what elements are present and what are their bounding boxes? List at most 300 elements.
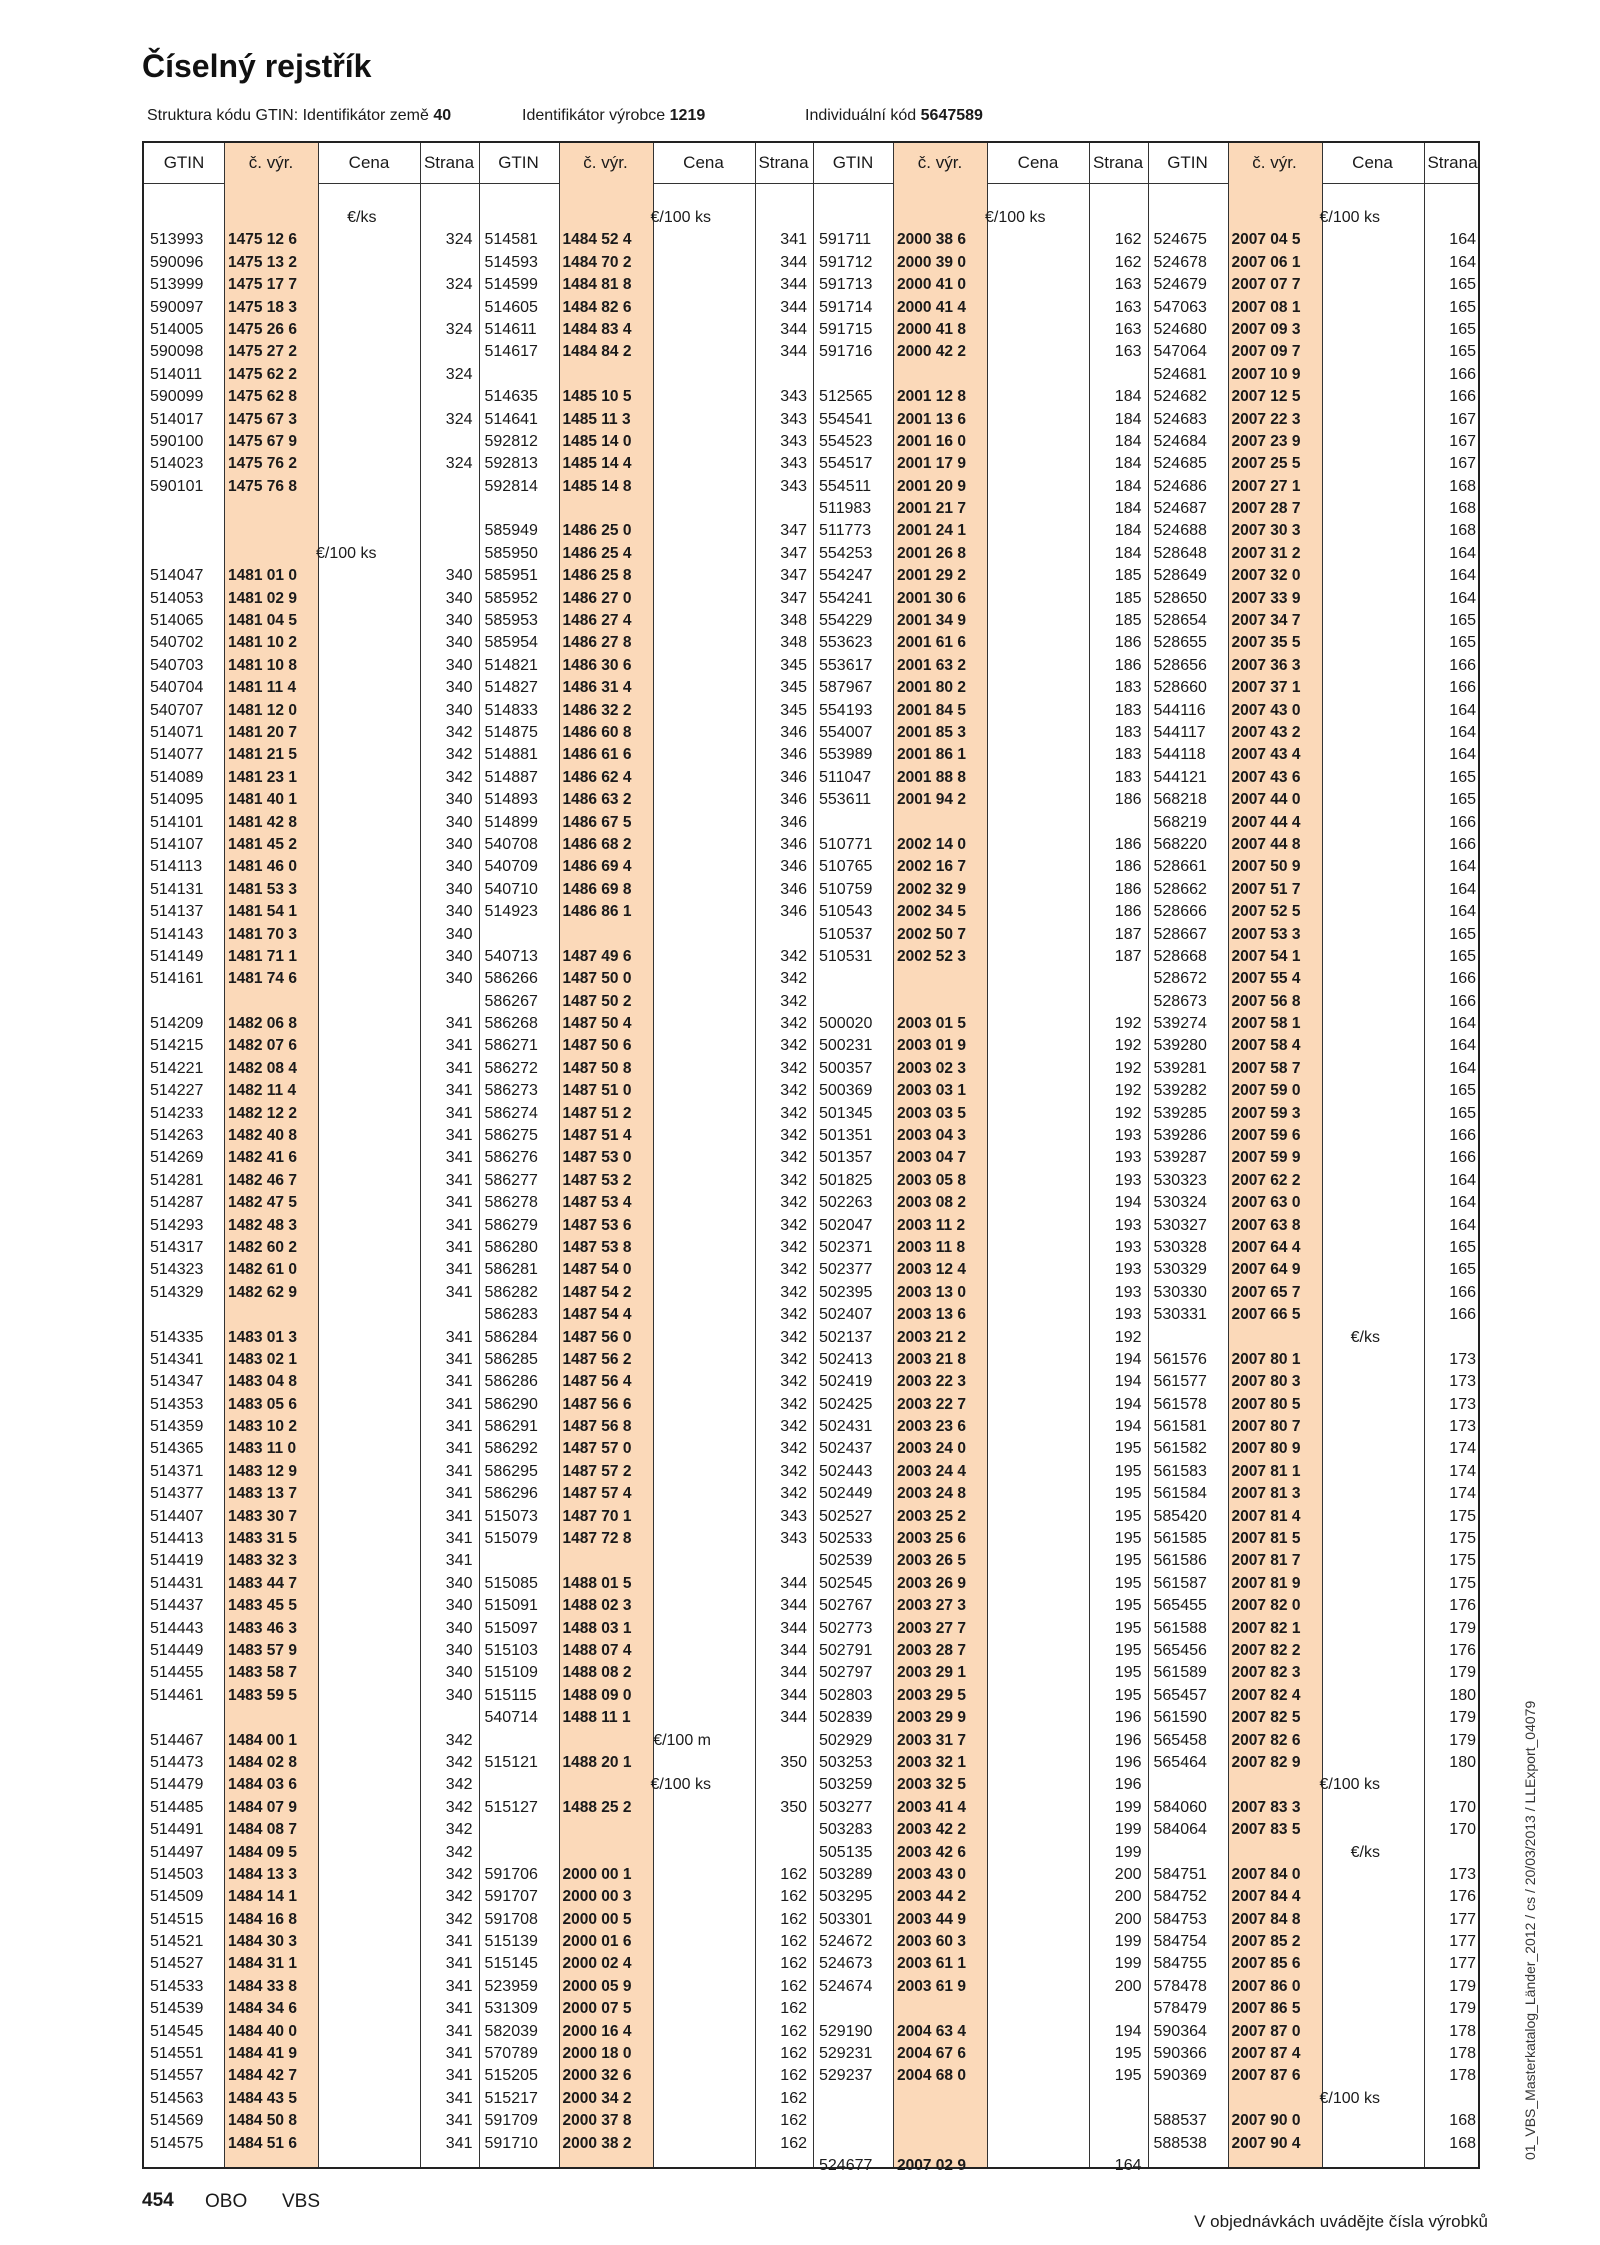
item-number-cell: 2003 26 5 [897,1552,966,1570]
page-cell: 192 [1114,1082,1142,1100]
table-row [1148,229,1483,251]
table-row [144,901,479,923]
gtin-cell: 565464 [1153,1753,1207,1771]
page-cell: 346 [780,768,807,786]
page-cell: 195 [1114,1552,1142,1570]
page-cell: 340 [445,634,473,652]
table-row [479,1371,814,1393]
column-block [1148,143,1483,2167]
page-cell: 342 [445,1753,473,1771]
table-row [813,1640,1148,1662]
page-cell: 196 [1114,1731,1142,1749]
gtin-cell: 524672 [819,1933,873,1951]
table-row [144,1707,479,1729]
page-cell: 342 [780,1059,807,1077]
gtin-cell: 502839 [819,1709,873,1727]
page-cell: 341 [445,1149,473,1167]
page-cell: 165 [1449,925,1476,943]
gtin-cell: 514023 [150,455,204,473]
gtin-cell: 544118 [1153,746,1206,764]
gtin-cell: 544116 [1153,701,1206,719]
gtin-cell: 588537 [1153,2112,1207,2130]
table-row [1148,700,1483,722]
page-cell: 178 [1449,2045,1476,2063]
item-number-cell: 1481 45 2 [228,835,297,853]
table-row [144,520,479,542]
footer-brand-vbs: VBS [282,2191,321,2212]
table-row [813,1259,1148,1281]
table-row [813,655,1148,677]
table-row [144,1259,479,1281]
item-number-cell: 1482 06 8 [228,1015,297,1033]
gtin-cell: 570789 [484,2045,538,2063]
item-number-cell: 2007 66 5 [1231,1306,1301,1324]
gtin-cell: 586275 [484,1127,538,1145]
item-number-cell: 2002 50 7 [897,925,966,943]
page-cell: 342 [780,1395,807,1413]
item-number-cell: 2003 29 1 [897,1664,966,1682]
page-cell: 193 [1114,1171,1142,1189]
item-number-cell: 2007 65 7 [1231,1283,1301,1301]
item-number-cell: 1487 49 6 [562,947,632,965]
table-row [1148,319,1483,341]
item-number-cell: 2007 82 1 [1231,1619,1301,1637]
page-cell: 166 [1449,835,1476,853]
header-page: Strana [1092,153,1144,172]
gtin-cell: 514491 [150,1821,204,1839]
gtin-cell: 515091 [484,1597,538,1615]
page-cell: 173 [1449,1373,1476,1391]
table-row [1148,1080,1483,1102]
item-number-cell: 1484 83 4 [562,320,632,338]
table-row [479,700,814,722]
gtin-cell: 540704 [150,679,204,697]
gtin-cell: 503259 [819,1776,873,1794]
table-row [479,1349,814,1371]
item-number-cell: 1487 53 8 [562,1238,632,1256]
gtin-cell: 585951 [484,567,538,585]
page-cell: 340 [445,835,473,853]
page-cell: 342 [780,1373,807,1391]
table-row [1148,1573,1483,1595]
page-cell: 176 [1449,1597,1476,1615]
gtin-cell: 590100 [150,432,204,450]
page-cell: 192 [1114,1059,1142,1077]
page-cell: 186 [1114,634,1142,652]
gtin-cell: 514233 [150,1104,204,1122]
item-number-cell: 1487 57 4 [562,1485,632,1503]
item-number-cell: 1487 54 4 [562,1306,632,1324]
gtin-cell: 554247 [819,567,873,585]
gtin-cell: 585953 [484,612,538,630]
table-row [813,1237,1148,1259]
item-number-cell: 2000 41 4 [897,298,966,316]
item-number-cell: 1481 20 7 [228,723,297,741]
gtin-cell: 568218 [1153,791,1207,809]
page-cell: 164 [1449,903,1476,921]
gtin-cell: 584755 [1153,1955,1207,1973]
table-rows [1148,207,1483,2155]
gtin-cell: 568220 [1153,835,1207,853]
gtin-cell: 524679 [1153,276,1207,294]
table-row [1148,1371,1483,1393]
item-number-cell: 1486 69 4 [562,858,632,876]
gtin-cell: 510771 [819,835,873,853]
item-number-cell: 2007 63 8 [1231,1216,1301,1234]
item-number-cell: 1488 07 4 [562,1642,632,1659]
price-unit-cell: €/100 ks [1319,1776,1380,1794]
item-number-cell: 1487 70 1 [562,1507,632,1525]
gtin-cell: 539274 [1153,1015,1207,1033]
table-row [144,1438,479,1460]
item-number-cell: 1475 67 3 [228,410,297,428]
gtin-cell: 514563 [150,2089,204,2107]
item-number-cell: 2003 22 3 [897,1373,966,1391]
page-cell: 193 [1114,1238,1142,1256]
item-number-cell: 1475 13 2 [228,253,297,271]
gtin-cell: 515073 [484,1507,538,1525]
item-number-cell: 1485 14 4 [562,455,632,473]
page-cell: 177 [1449,1933,1476,1951]
gtin-cell: 500231 [819,1037,873,1055]
gtin-cell: 514149 [150,947,204,965]
table-row [479,1931,814,1953]
item-number-cell: 2007 09 7 [1231,343,1301,361]
table-row [479,677,814,699]
item-number-cell: 2007 33 9 [1231,589,1301,607]
page-cell: 179 [1449,1709,1476,1727]
table-row [813,924,1148,946]
gtin-cell: 515097 [484,1619,538,1637]
item-number-cell: 1484 81 8 [562,276,632,294]
page-cell: 195 [1114,2067,1142,2085]
item-number-cell: 1486 86 1 [562,903,632,921]
gtin-cell: 514479 [150,1776,204,1794]
gtin-cell: 524673 [819,1955,873,1973]
page-cell: 165 [1449,1082,1476,1100]
table-row [144,364,479,386]
item-number-cell: 1484 42 7 [228,2067,297,2085]
page-cell: 183 [1114,701,1142,719]
gtin-cell: 586284 [484,1328,538,1346]
table-rows [144,207,479,2155]
item-number-cell: 1484 31 1 [228,1955,297,1973]
item-number-cell: 1485 14 8 [562,477,632,495]
item-number-cell: 2001 16 0 [897,432,966,450]
item-number-cell: 1484 16 8 [228,1910,297,1928]
gtin-cell: 587967 [819,679,873,697]
item-number-cell: 2003 11 8 [897,1238,966,1256]
table-row [144,1170,479,1192]
table-row [479,1819,814,1841]
page-cell: 166 [1449,1283,1476,1301]
item-number-cell: 2007 43 2 [1231,723,1301,741]
item-number-cell: 1482 62 9 [228,1283,297,1301]
gtin-cell: 528667 [1153,925,1207,943]
table-row [1148,274,1483,296]
page-cell: 346 [780,813,807,831]
page-cell: 194 [1114,1194,1142,1212]
gtin-cell: 524677 [819,2156,873,2174]
page-cell: 166 [1449,992,1476,1010]
page-cell: 342 [780,1440,807,1458]
item-number-cell: 2007 50 9 [1231,858,1301,876]
item-number-cell: 1488 11 1 [562,1709,631,1727]
page-cell: 340 [445,947,473,965]
item-number-cell: 2001 86 1 [897,746,966,764]
gtin-cell: 544121 [1153,768,1207,786]
page-cell: 340 [445,1686,473,1704]
table-row [1148,453,1483,475]
header-page: Strana [758,153,809,172]
page-cell: 195 [1114,1597,1142,1615]
header-page: Strana [1427,153,1478,172]
table-row [1148,1886,1483,1908]
gtin-cell: 539287 [1153,1149,1207,1167]
table-row [479,1506,814,1528]
page-cell: 343 [780,388,807,406]
table-row [479,1595,814,1617]
item-number-cell: 2003 22 7 [897,1395,966,1413]
gtin-cell: 554541 [819,410,873,428]
item-number-cell: 1484 82 6 [562,298,632,316]
gtin-cell: 515145 [484,1955,538,1973]
page-cell: 340 [445,1642,473,1659]
page-cell: 344 [780,298,807,316]
page-cell: 200 [1114,1910,1142,1928]
item-number-cell: 2007 27 1 [1231,477,1301,495]
gtin-cell: 565457 [1153,1686,1207,1704]
page-cell: 162 [780,2000,807,2018]
gtin-cell: 524683 [1153,410,1207,428]
item-number-cell: 1482 48 3 [228,1216,297,1234]
table-row [144,252,479,274]
table-row [813,341,1148,363]
item-number-cell: 2003 21 8 [897,1350,966,1368]
table-row [479,1483,814,1505]
page-cell: 168 [1449,2134,1476,2152]
gtin-cell: 514467 [150,1731,204,1749]
gtin-cell: 584751 [1153,1865,1207,1883]
gtin-cell: 530324 [1153,1194,1207,1212]
item-number-cell: 1484 08 7 [228,1821,297,1839]
page-cell: 166 [1449,656,1476,674]
item-number-cell: 1481 40 1 [228,791,297,809]
page-cell: 344 [780,1664,807,1682]
page-cell: 173 [1449,1418,1476,1436]
table-row [813,1304,1148,1326]
table-row [813,252,1148,274]
page-cell: 347 [780,567,807,585]
page-cell: 179 [1449,1619,1476,1637]
gtin-cell: 514407 [150,1507,204,1525]
gtin-cell: 590096 [150,253,204,271]
item-number-cell: 1475 26 6 [228,320,297,338]
page-cell: 340 [445,925,473,943]
item-number-cell: 1484 50 8 [228,2112,297,2130]
page-cell: 168 [1449,500,1476,518]
table-row [813,1125,1148,1147]
table-row [813,722,1148,744]
gtin-cell: 528662 [1153,880,1207,898]
table-row [479,341,814,363]
table-row [479,901,814,923]
item-number-cell: 1484 02 8 [228,1753,297,1771]
page-cell: 340 [445,1597,473,1615]
table-row [1148,1752,1483,1774]
gtin-cell: 590369 [1153,2067,1207,2085]
gtin-cell: 502803 [819,1686,873,1704]
item-number-cell: 2004 68 0 [897,2067,966,2085]
table-row [144,1909,479,1931]
gtin-cell: 591714 [819,298,873,316]
table-row [144,1864,479,1886]
gtin-cell: 588538 [1153,2134,1207,2152]
table-row [1148,207,1483,229]
table-row [479,1170,814,1192]
table-row [479,1327,814,1349]
table-row [144,1192,479,1214]
item-number-cell: 2001 12 8 [897,388,966,406]
gtin-cell: 514431 [150,1574,204,1592]
table-row [1148,1125,1483,1147]
table-row [1148,1304,1483,1326]
gtin-cell: 561578 [1153,1395,1207,1413]
gtin-cell: 586283 [484,1306,538,1324]
price-unit-cell: €/100 m [653,1731,711,1749]
table-row [813,1349,1148,1371]
gtin-cell: 568219 [1153,813,1207,831]
item-number-cell: 2007 31 2 [1231,544,1301,562]
item-number-cell: 2000 00 5 [562,1910,632,1928]
table-row [1148,1461,1483,1483]
page-cell: 173 [1449,1865,1476,1883]
table-row [479,1707,814,1729]
item-number-cell: 2007 62 2 [1231,1171,1301,1189]
page-cell: 177 [1449,1910,1476,1928]
page-cell: 195 [1114,1642,1142,1659]
table-row [144,543,479,565]
page-cell: 200 [1114,1888,1142,1906]
table-row [1148,498,1483,520]
table-row [144,1237,479,1259]
table-row [144,1842,479,1864]
gtin-cell: 503295 [819,1888,873,1906]
table-row [813,1080,1148,1102]
gtin-cell: 578478 [1153,1977,1207,1995]
page-cell: 341 [445,2000,473,2018]
gtin-cell: 514089 [150,768,204,786]
item-number-cell: 2007 43 4 [1231,746,1301,764]
item-number-cell: 2001 85 3 [897,723,966,741]
item-number-cell: 1484 43 5 [228,2089,297,2107]
gtin-cell: 539281 [1153,1059,1207,1077]
page-cell: 193 [1114,1216,1142,1234]
gtin-cell: 514533 [150,1977,204,1995]
gtin-cell: 591709 [484,2112,538,2130]
gtin-cell: 523959 [484,1977,538,1995]
item-number-cell: 1481 53 3 [228,880,297,898]
item-number-cell: 1482 12 2 [228,1104,297,1122]
table-row [479,1618,814,1640]
page-cell: 342 [780,1306,807,1324]
page-cell: 199 [1114,1843,1142,1861]
table-row [144,1035,479,1057]
table-row [479,1797,814,1819]
item-number-cell: 1488 20 1 [562,1753,632,1771]
page-cell: 346 [780,746,807,764]
item-number-cell: 2007 09 3 [1231,320,1301,338]
gtin-cell: 528673 [1153,992,1207,1010]
page-cell: 184 [1114,477,1142,495]
page-cell: 342 [780,1261,807,1279]
gtin-cell: 514449 [150,1642,204,1659]
table-row [813,1416,1148,1438]
page-cell: 342 [780,1149,807,1167]
table-row [813,1797,1148,1819]
table-row [479,2088,814,2110]
item-number-cell: 1481 21 5 [228,746,297,764]
gtin-cell: 503301 [819,1910,873,1928]
table-row [1148,1013,1483,1035]
gtin-cell: 503253 [819,1753,873,1771]
gtin-cell: 561576 [1153,1350,1207,1368]
gtin-cell: 591712 [819,253,873,271]
page-cell: 350 [780,1798,807,1816]
page-cell: 192 [1114,1104,1142,1122]
page-cell: 186 [1114,858,1142,876]
page-cell: 164 [1449,1015,1476,1033]
gtin-cell: 585949 [484,522,538,540]
page-cell: 346 [780,835,807,853]
item-number-cell: 1482 46 7 [228,1171,297,1189]
gtin-cell: 502443 [819,1462,873,1480]
table-row [813,1774,1148,1796]
table-row [144,722,479,744]
table-row [479,1752,814,1774]
gtin-cell: 528661 [1153,858,1207,876]
page-cell: 162 [1114,231,1142,249]
item-number-cell: 2003 42 2 [897,1821,966,1839]
item-number-cell: 1488 08 2 [562,1664,632,1682]
gtin-cell: 529190 [819,2022,873,2040]
page-cell: 165 [1449,298,1476,316]
item-number-cell: 1483 57 9 [228,1642,297,1659]
table-row [1148,1349,1483,1371]
table-row [813,991,1148,1013]
page-cell: 185 [1114,612,1142,630]
column-block [813,143,1148,2174]
item-number-cell: 1475 17 7 [228,276,297,294]
item-number-cell: 2000 39 0 [897,253,966,271]
item-number-cell: 1487 51 0 [562,1082,632,1100]
table-row [813,1931,1148,1953]
item-number-cell: 1481 54 1 [228,903,297,921]
table-row [1148,2065,1483,2087]
table-row [144,1774,479,1796]
item-number-cell: 1475 76 8 [228,477,297,495]
table-row [813,1013,1148,1035]
page-cell: 194 [1114,1350,1142,1368]
table-row [144,924,479,946]
item-number-cell: 2007 44 0 [1231,791,1301,809]
table-row [144,1886,479,1908]
gtin-cell: 584060 [1153,1798,1207,1816]
gtin-cell: 514365 [150,1440,204,1458]
item-number-cell: 2007 80 3 [1231,1373,1301,1391]
item-number-cell: 2007 44 8 [1231,835,1301,853]
item-number-cell: 1486 60 8 [562,723,632,741]
